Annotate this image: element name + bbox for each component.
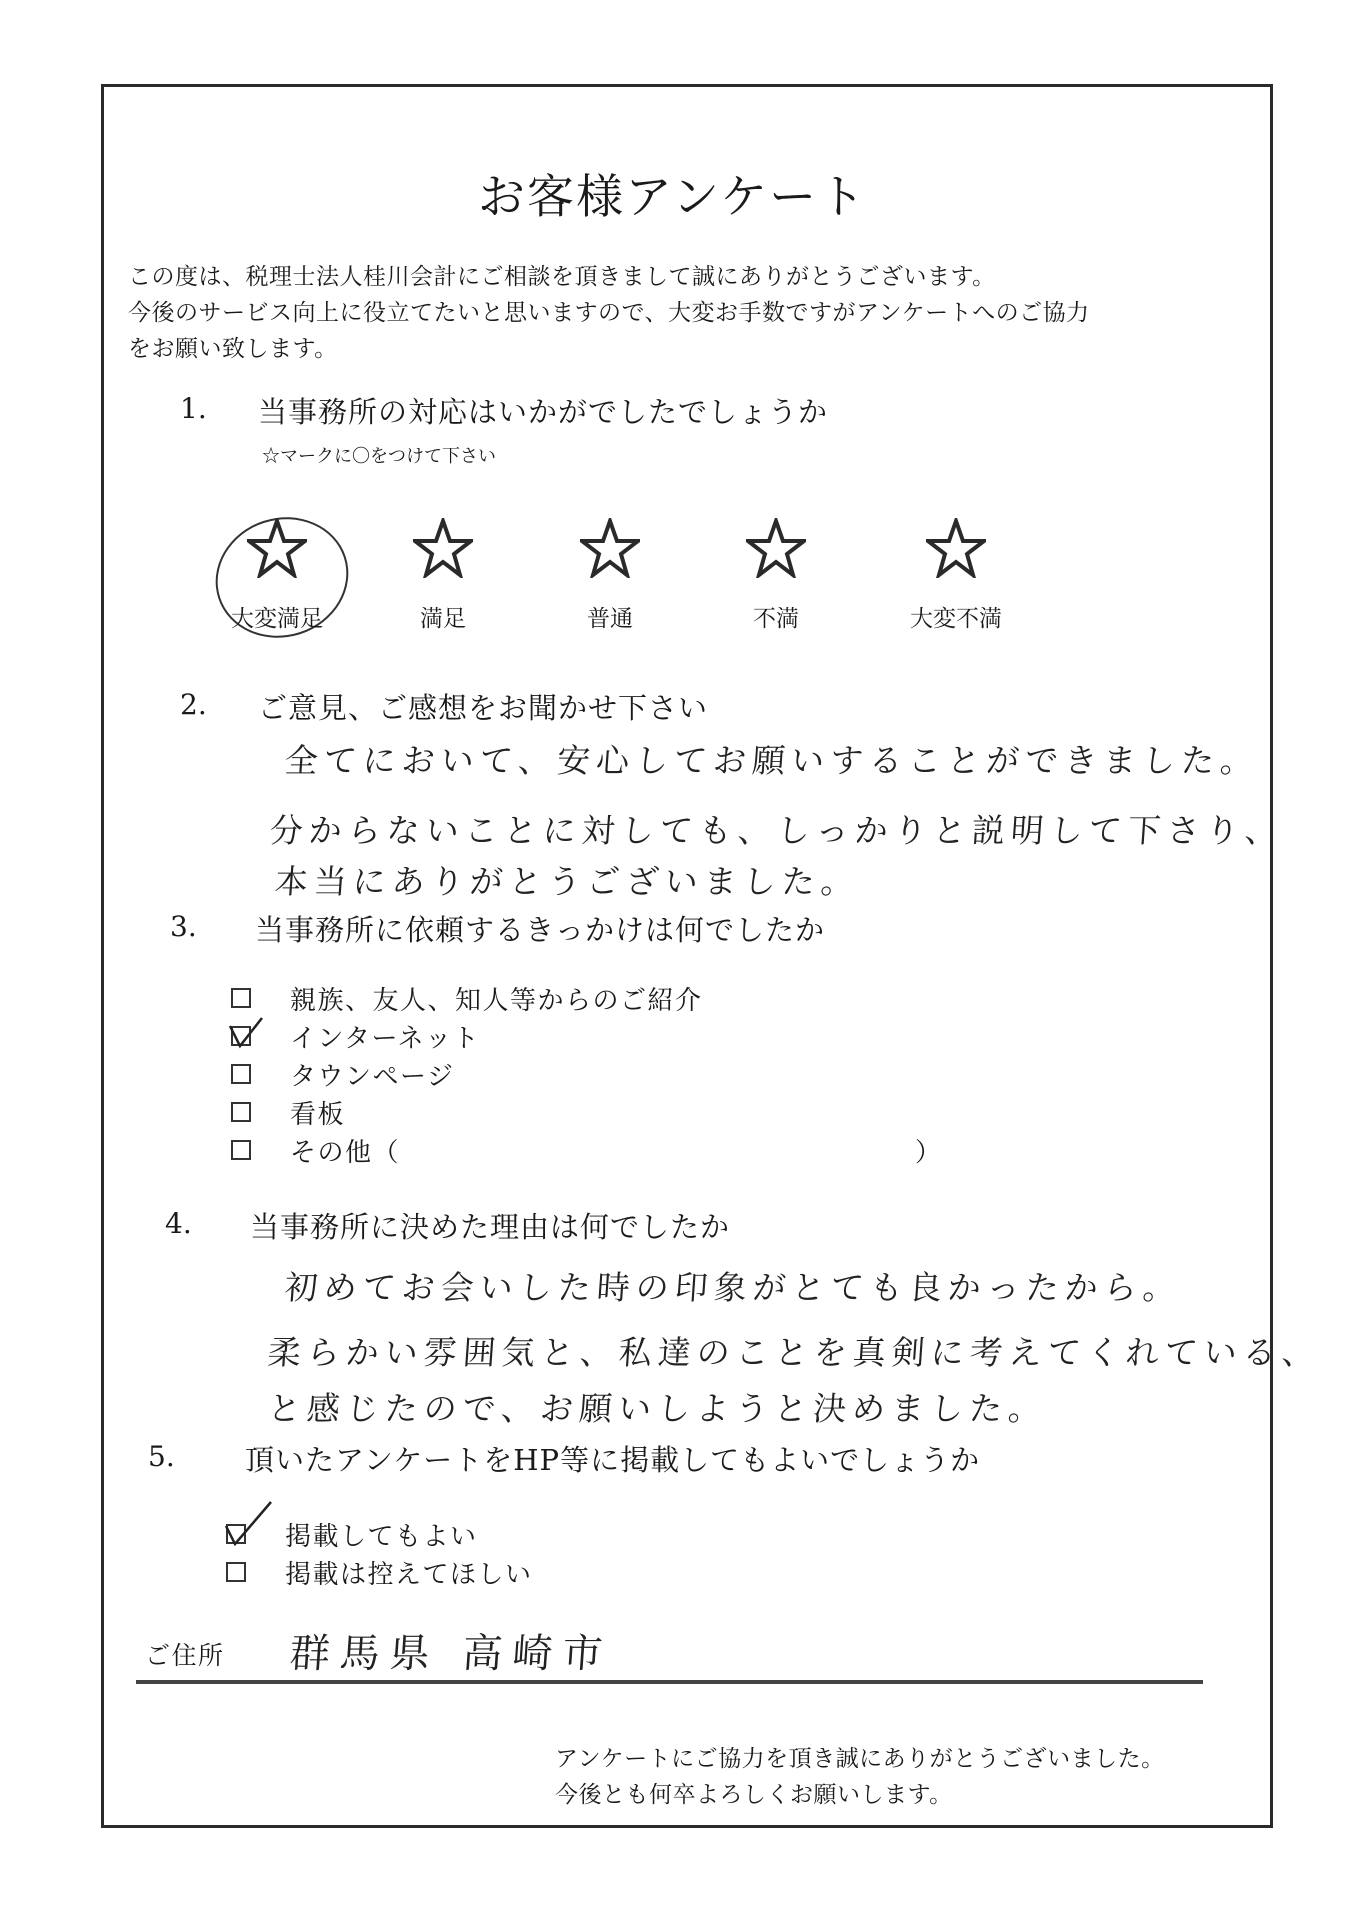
q3-option-other: その他（: [290, 1138, 401, 1168]
q2-text: ご意見、ご感想をお聞かせ下さい: [258, 691, 709, 725]
q3-checkbox-townpage[interactable]: [231, 1064, 251, 1084]
q3-number: 3.: [170, 910, 197, 943]
q3-checkbox-referral[interactable]: [231, 988, 251, 1008]
intro-line-2: 今後のサービス向上に役立てたいと思いますので、大変お手数ですがアンケートへのご協力: [128, 300, 1090, 326]
q4-text: 当事務所に決めた理由は何でしたか: [250, 1210, 731, 1244]
address-underline: [136, 1680, 1203, 1684]
star-outline-icon[interactable]: [413, 518, 473, 578]
q3-option-internet: インターネット: [290, 1024, 481, 1054]
star-outline-icon[interactable]: [580, 518, 640, 578]
q5-checkbox-decline[interactable]: [226, 1562, 246, 1582]
q5-option-allow: 掲載してもよい: [285, 1522, 478, 1552]
star-outline-icon[interactable]: [247, 518, 307, 578]
q3-checkbox-other[interactable]: [231, 1140, 251, 1160]
address-value: 群馬県 高崎市: [288, 1631, 615, 1677]
q4-answer-line-2: 柔らかい雰囲気と、私達のことを真剣に考えてくれている、: [266, 1333, 1323, 1372]
footer-line-1: アンケートにご協力を頂き誠にありがとうございました。: [555, 1746, 1165, 1772]
q5-option-decline: 掲載は控えてほしい: [285, 1560, 533, 1590]
q5-number: 5.: [148, 1440, 175, 1473]
page-title: お客様アンケート: [478, 170, 868, 225]
q3-text: 当事務所に依頼するきっかけは何でしたか: [255, 913, 826, 947]
intro-line-1: この度は、税理士法人桂川会計にご相談を頂きまして誠にありがとうございます。: [128, 264, 996, 290]
star-outline-icon[interactable]: [926, 518, 986, 578]
q4-number: 4.: [165, 1207, 192, 1240]
q2-answer-line-3: 本当にありがとうございました。: [273, 862, 862, 901]
q5-text: 頂いたアンケートをHP等に掲載してもよいでしょうか: [245, 1443, 981, 1477]
rating-label-dissatisfied: 不満: [753, 606, 799, 632]
rating-label-very-dissatisfied: 大変不満: [910, 606, 1002, 632]
q3-option-referral: 親族、友人、知人等からのご紹介: [290, 986, 703, 1016]
q2-number: 2.: [180, 688, 207, 721]
q4-answer-line-1: 初めてお会いした時の印象がとても良かったから。: [283, 1268, 1184, 1307]
q3-option-signboard: 看板: [290, 1100, 346, 1130]
footer-line-2: 今後とも何卒よろしくお願いします。: [555, 1782, 953, 1808]
rating-label-satisfied: 満足: [420, 606, 466, 632]
rating-label-very-satisfied: 大変満足: [231, 606, 323, 632]
q3-checkbox-signboard[interactable]: [231, 1102, 251, 1122]
q1-text: 当事務所の対応はいかがでしたでしょうか: [258, 395, 829, 429]
q2-answer-line-2: 分からないことに対しても、しっかりと説明して下さり、: [268, 811, 1286, 850]
star-outline-icon[interactable]: [746, 518, 806, 578]
q1-instruction: ☆マークに〇をつけて下さい: [262, 446, 496, 467]
intro-line-3: をお願い致します。: [128, 336, 338, 362]
q1-number: 1.: [180, 392, 207, 425]
q2-answer-line-1: 全てにおいて、安心してお願いすることができました。: [283, 741, 1261, 780]
q3-option-townpage: タウンページ: [290, 1062, 455, 1092]
address-label: ご住所: [145, 1641, 225, 1670]
q4-answer-line-3: と感じたので、お願いしようと決めました。: [266, 1389, 1049, 1428]
rating-label-neutral: 普通: [587, 606, 633, 632]
q3-option-other-close: ）: [915, 1138, 943, 1168]
checkmark-icon: [223, 1500, 275, 1546]
checkmark-icon: [228, 1016, 268, 1050]
